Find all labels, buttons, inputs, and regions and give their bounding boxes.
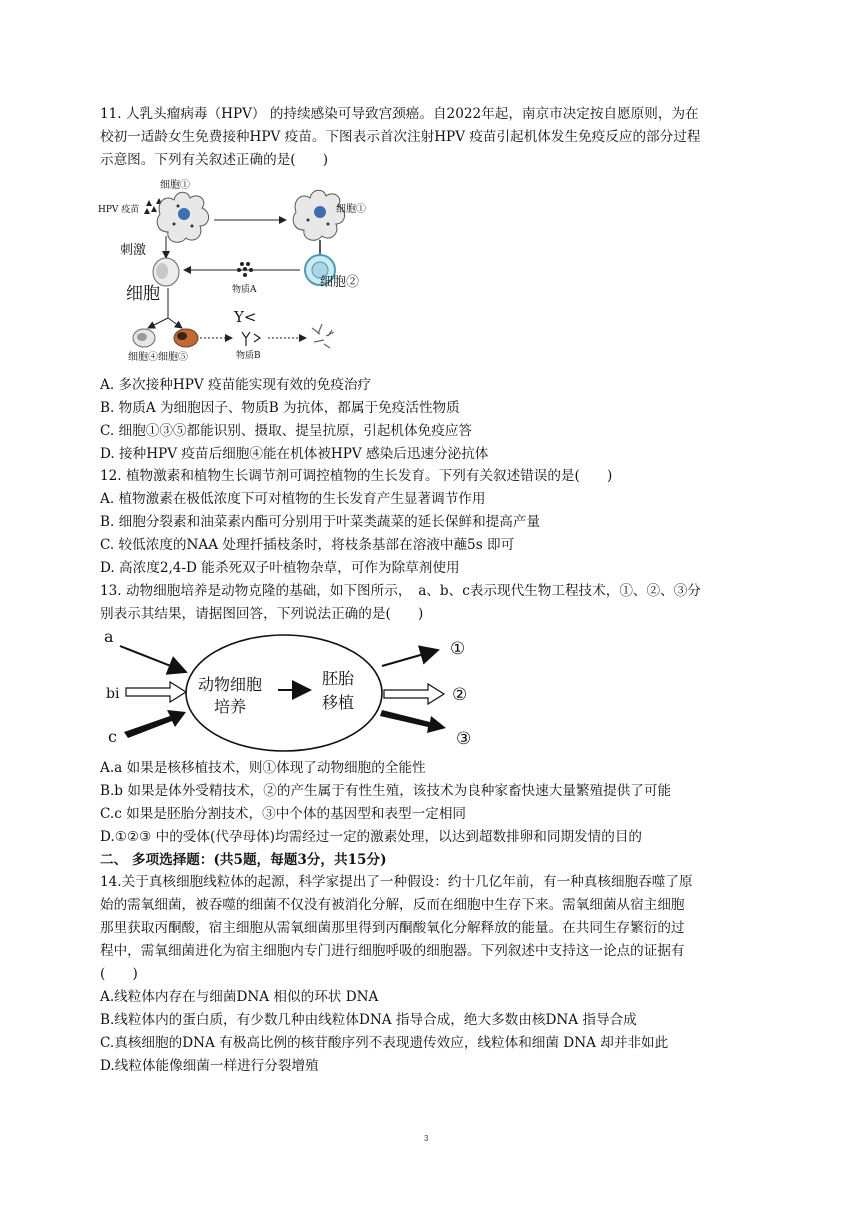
q12-option-c: C. 较低浓度的NAA 处理扦插枝条时，将枝条基部在溶液中蘸5s 即可 bbox=[100, 537, 515, 553]
arrow-out-2 bbox=[384, 684, 444, 704]
culture-label-1: 动物细胞 bbox=[198, 675, 263, 694]
stimulus-label: 刺激 bbox=[120, 243, 147, 258]
q11-stem-line-1: 11. 人乳头瘤病毒（HPV） 的持续感染可导致宫颈癌。自2022年起，南京市决定按自愿原则，为在 bbox=[100, 106, 699, 122]
q13-option-b: B.b 如果是体外受精技术，②的产生属于有性生殖，该技术为良种家畜快速大量繁殖提供了可能 bbox=[100, 783, 672, 799]
transfer-label-1: 胚胎 bbox=[322, 669, 355, 688]
transfer-label-2: 移植 bbox=[322, 693, 355, 712]
arrow-b bbox=[126, 682, 186, 702]
arrow-a bbox=[120, 646, 186, 672]
substance-a-dots bbox=[237, 262, 253, 277]
cell-1-right-label: 细胞① bbox=[336, 204, 366, 215]
q13-stem-line-1: 13. 动物细胞培养是动物克隆的基础，如下图所示， a、b、c表示现代生物工程技术，①、②、③分 bbox=[100, 583, 701, 599]
q14-stem-line-2: 始的需氧细菌，被吞噬的细菌不仅没有被消化分解，反而在细胞中生存下来。需氧细菌从宿主细胞 bbox=[100, 897, 685, 913]
q13-technique-figure bbox=[100, 626, 490, 754]
q14-stem-line-1: 14.关于真核细胞线粒体的起源，科学家提出了一种假设：约十几亿年前，有一种真核细胞吞噬了原 bbox=[100, 874, 693, 890]
cell-4 bbox=[133, 329, 155, 347]
q11-immune-figure bbox=[96, 172, 366, 372]
q11-stem-line-2: 校初一适龄女生免费接种HPV 疫苗。下图表示首次注射HPV 疫苗引起机体发生免疫反应的部分过程 bbox=[100, 129, 701, 145]
cell-3-label: 细胞 bbox=[126, 284, 160, 304]
page-number: 3 bbox=[424, 1134, 429, 1143]
substance-b-glyph: Y< bbox=[234, 308, 257, 326]
q11-option-a: A. 多次接种HPV 疫苗能实现有效的免疫治疗 bbox=[100, 377, 372, 393]
culture-label-2: 培养 bbox=[214, 697, 247, 716]
substance-b-label: 物质B bbox=[236, 351, 261, 361]
q14-option-b: B.线粒体内的蛋白质，有少数几种由线粒体DNA 指导合成，绝大多数由核DNA 指导合成 bbox=[100, 1012, 637, 1028]
vaccine-label: HPV 疫苗 bbox=[98, 205, 140, 215]
label-c: c bbox=[108, 727, 117, 746]
q11-option-c: C. 细胞①③⑤都能识别、摄取、提呈抗原，引起机体免疫应答 bbox=[100, 423, 472, 439]
section-2-heading: 二、 多项选择题：(共5题，每题3分，共15分) bbox=[100, 852, 387, 868]
substance-a-label: 物质A bbox=[232, 285, 257, 295]
arrow-out-1 bbox=[382, 650, 438, 666]
cell-5 bbox=[174, 329, 198, 347]
output-2: ② bbox=[452, 685, 468, 705]
substance-b-antibody bbox=[242, 332, 260, 346]
cell-3 bbox=[153, 258, 179, 286]
q11-option-d: D. 接种HPV 疫苗后细胞④能在机体被HPV 感染后迅速分泌抗体 bbox=[100, 446, 489, 462]
cell-45-label: 细胞④细胞⑤ bbox=[128, 352, 188, 363]
cell-1-left-label: 细胞① bbox=[160, 180, 190, 191]
q13-option-d: D.①②③ 中的受体(代孕母体)均需经过一定的激素处理，以达到超数排卵和同期发情的目的 bbox=[100, 829, 643, 845]
q14-stem-line-4: 程中，需氧细菌进化为宿主细胞内专门进行细胞呼吸的细胞器。下列叙述中支持这一论点的证据有 bbox=[100, 943, 685, 959]
output-1: ① bbox=[450, 639, 466, 659]
q14-option-a: A.线粒体内存在与细菌DNA 相似的环状 DNA bbox=[100, 989, 379, 1005]
cell-1-right bbox=[293, 190, 344, 240]
cell-1-left bbox=[157, 192, 208, 242]
q14-option-c: C.真核细胞的DNA 有极高比例的核苷酸序列不表现遗传效应，线粒体和细菌 DNA 却并非如此 bbox=[100, 1035, 669, 1051]
q14-option-d: D.线粒体能像细菌一样进行分裂增殖 bbox=[100, 1058, 319, 1074]
arrow-to-cell5 bbox=[168, 318, 182, 328]
arrow-out-3 bbox=[380, 710, 446, 733]
cell-2-label: 细胞② bbox=[320, 275, 360, 290]
q13-option-a: A.a 如果是核移植技术，则①体现了动物细胞的全能性 bbox=[100, 760, 426, 776]
label-b: bi bbox=[106, 686, 120, 702]
label-a: a bbox=[104, 627, 114, 646]
q12-option-d: D. 高浓度2,4-D 能杀死双子叶植物杂草，可作为除草剂使用 bbox=[100, 560, 460, 576]
arrow-to-cell4 bbox=[148, 318, 168, 328]
q13-stem-line-2: 别表示其结果，请据图回答，下列说法正确的是( ) bbox=[100, 606, 424, 622]
q12-option-b: B. 细胞分裂素和油菜素内酯可分别用于叶菜类蔬菜的延长保鲜和提高产量 bbox=[100, 514, 541, 530]
q11-stem-line-3: 示意图。下列有关叙述正确的是( ) bbox=[100, 152, 329, 168]
q12-option-a: A. 植物激素在极低浓度下可对植物的生长发育产生显著调节作用 bbox=[100, 491, 486, 507]
q12-stem: 12. 植物激素和植物生长调节剂可调控植物的生长发育。下列有关叙述错误的是( ) bbox=[100, 468, 613, 484]
pathogen-cluster bbox=[312, 324, 334, 348]
q11-option-b: B. 物质A 为细胞因子、物质B 为抗体，都属于免疫活性物质 bbox=[100, 400, 460, 416]
output-3: ③ bbox=[456, 729, 472, 749]
q14-stem-line-5: ( ) bbox=[100, 966, 138, 982]
q13-option-c: C.c 如果是胚胎分割技术，③中个体的基因型和表型一定相同 bbox=[100, 806, 467, 822]
q14-stem-line-3: 那里获取丙酮酸，宿主细胞从需氧细菌那里得到丙酮酸氧化分解释放的能量。在共同生存繁衍的过 bbox=[100, 920, 685, 936]
arrow-c bbox=[124, 710, 186, 738]
